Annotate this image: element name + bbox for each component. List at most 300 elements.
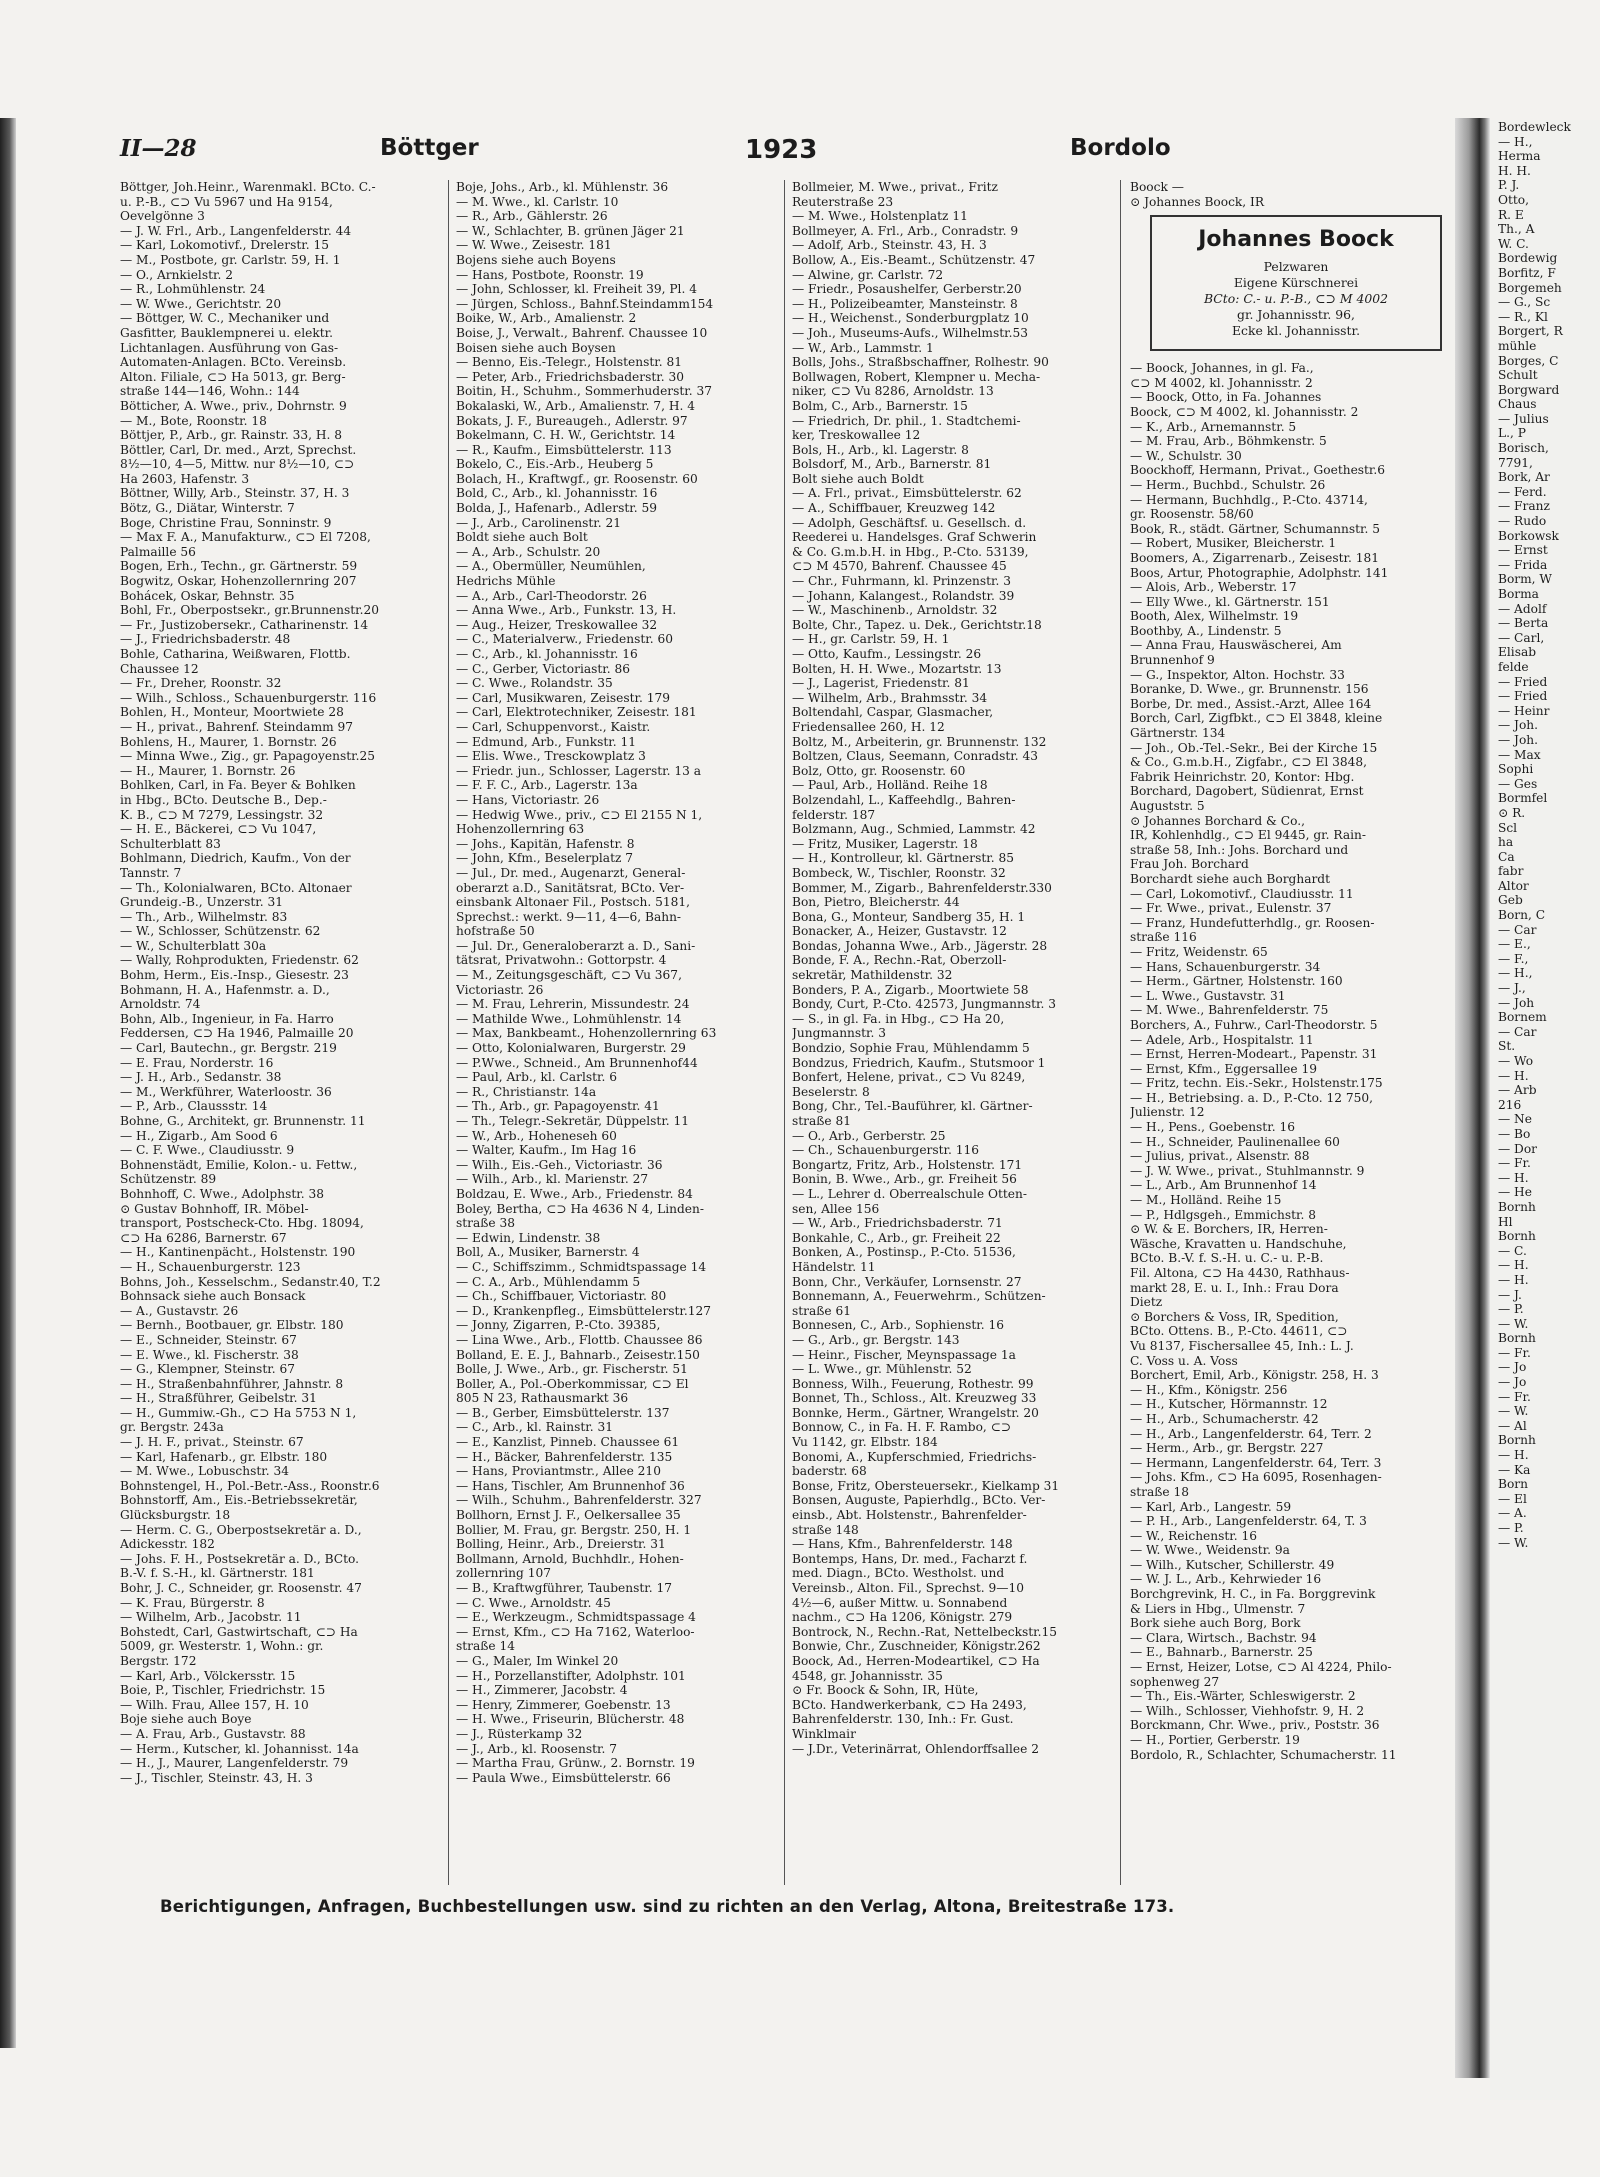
directory-entry: — Th., Kolonialwaren, BCto. Altonaer	[120, 880, 352, 895]
directory-entry: — Carl, Lokomotivf., Claudiusstr. 11	[1130, 886, 1354, 901]
directory-entry: — Joh.	[1498, 718, 1539, 733]
column-divider	[1120, 180, 1121, 1885]
directory-entry: Bonomi, A., Kupferschmied, Friedrichs-	[792, 1449, 1037, 1464]
directory-entry: — Aug., Heizer, Treskowallee 32	[456, 617, 658, 632]
directory-entry: — Wilh., Arb., kl. Marienstr. 27	[456, 1172, 649, 1187]
directory-entry: — B., Kraftwgführer, Taubenstr. 17	[456, 1581, 673, 1595]
directory-entry: — H. Wwe., Friseurin, Blücherstr. 48	[456, 1712, 685, 1727]
directory-entry: — Franz, Hundefutterhdlg., gr. Roosen-	[1130, 915, 1375, 930]
directory-entry: Boock —	[1130, 180, 1184, 194]
directory-entry: BCto. Handwerkerbank, ⊂⊃ Ha 2493,	[792, 1697, 1027, 1712]
directory-entry: — H., Porzellanstifter, Adolphstr. 101	[456, 1668, 686, 1683]
directory-entry: — Carl, Musikwaren, Zeisestr. 179	[456, 690, 671, 705]
directory-entry: ⊙ Borchers & Voss, IR, Spedition,	[1130, 1309, 1339, 1324]
directory-entry: — E. Wwe., kl. Fischerstr. 38	[120, 1347, 299, 1362]
directory-entry: — Adolph, Geschäftsf. u. Gesellsch. d.	[792, 515, 1027, 530]
directory-entry: R. E	[1498, 207, 1524, 222]
directory-entry: felderstr. 187	[792, 807, 876, 822]
directory-entry: 7791,	[1498, 455, 1533, 470]
directory-entry: Bordewig	[1498, 251, 1558, 266]
directory-entry: Bong, Chr., Tel.-Bauführer, kl. Gärtner-	[792, 1099, 1033, 1114]
directory-entry: Bollmeyer, A. Frl., Arb., Conradstr. 9	[792, 223, 1019, 238]
directory-entry: & Co. G.m.b.H. in Hbg., P.-Cto. 53139,	[792, 544, 1029, 559]
ad-line: BCto: C.- u. P.-B., ⊂⊃ M 4002	[1203, 291, 1389, 307]
directory-entry: — Hermann, Langenfelderstr. 64, Terr. 3	[1130, 1455, 1382, 1470]
directory-entry: — Ernst, Kfm., ⊂⊃ Ha 7162, Waterloo-	[456, 1624, 695, 1639]
directory-entry: Julienstr. 12	[1130, 1105, 1205, 1120]
directory-entry: — Fr.	[1498, 1345, 1531, 1360]
directory-entry: Boltzen, Claus, Seemann, Conradstr. 43	[792, 749, 1039, 764]
directory-entry: — Paul, Arb., kl. Carlstr. 6	[456, 1070, 618, 1085]
ad-line: Pelzwaren	[1263, 259, 1329, 275]
directory-entry: Scl	[1498, 820, 1518, 835]
directory-entry: Boje siehe auch Boye	[120, 1712, 252, 1727]
first-entry-name: Böttger	[380, 135, 479, 161]
directory-entry: — H.,	[1498, 966, 1533, 981]
directory-entry: Boller, A., Pol.-Oberkommissar, ⊂⊃ El	[456, 1376, 689, 1391]
directory-entry: — Th., Arb., Wilhelmstr. 83	[120, 909, 288, 924]
directory-entry: Auguststr. 5	[1130, 799, 1205, 813]
directory-entry: — Jul., Dr. med., Augenarzt, General-	[456, 865, 686, 880]
directory-entry: Bokalaski, W., Arb., Amalienstr. 7, H. 4	[456, 398, 695, 413]
advertisement-box	[1150, 215, 1442, 351]
directory-entry: Bolland, E. E. J., Bahnarb., Zeisestr.150	[456, 1347, 700, 1362]
directory-entry: — W., Schlachter, B. grünen Jäger 21	[456, 223, 685, 238]
directory-entry: — Jo	[1498, 1360, 1527, 1375]
directory-entry: — W., Arb., Hoheneseh 60	[456, 1128, 617, 1143]
directory-entry: Winklmair	[792, 1726, 856, 1741]
directory-entry: Jungmannstr. 3	[792, 1026, 887, 1041]
directory-entry: — Th., Telegr.-Sekretär, Düppelstr. 11	[456, 1114, 690, 1128]
directory-entry: — M. Wwe., Bahrenfelderstr. 75	[1130, 1003, 1329, 1018]
directory-entry: — Karl, Hafenarb., gr. Elbstr. 180	[120, 1449, 328, 1464]
directory-entry: — J. W. Frl., Arb., Langenfelderstr. 44	[120, 223, 352, 238]
directory-entry: — Carl, Schuppenvorst., Kaistr.	[456, 719, 651, 734]
directory-entry: Borges, C	[1498, 353, 1559, 368]
directory-entry: — J., Rüsterkamp 32	[456, 1726, 583, 1741]
directory-entry: Bornh	[1498, 1331, 1536, 1346]
directory-entry: — M. Wwe., Holstenplatz 11	[792, 209, 968, 224]
directory-entry: — H.	[1498, 1258, 1529, 1273]
directory-entry: — Jonny, Zigarren, P.-Cto. 39385,	[456, 1318, 661, 1333]
directory-entry: Borm, W	[1498, 572, 1552, 587]
directory-entry: Bornh	[1498, 1199, 1536, 1214]
directory-entry: — Wally, Rohprodukten, Friedenstr. 62	[120, 953, 359, 968]
directory-entry: — E., Kanzlist, Pinneb. Chaussee 61	[456, 1435, 680, 1450]
directory-entry: Bommer, M., Zigarb., Bahrenfelderstr.330	[792, 880, 1052, 895]
directory-entry: — C., Gerber, Victoriastr. 86	[456, 661, 631, 676]
directory-entry: fabr	[1498, 864, 1524, 879]
directory-entry: — Herm., Gärtner, Holstenstr. 160	[1130, 974, 1343, 989]
directory-entry: — Adolf, Arb., Steinstr. 43, H. 3	[792, 238, 987, 253]
directory-entry: — Walter, Kaufm., Im Hag 16	[456, 1143, 637, 1158]
directory-entry: — M., Postbote, gr. Carlstr. 59, H. 1	[120, 252, 341, 267]
directory-entry: — Johann, Kalangest., Rolandstr. 39	[792, 588, 1015, 603]
directory-entry: — Frida	[1498, 557, 1548, 572]
directory-entry: Bonsen, Auguste, Papierhdlg., BCto. Ver-	[792, 1493, 1046, 1508]
directory-entry: — G., Sc	[1498, 295, 1551, 310]
directory-entry: — C., Schiffszimm., Schmidtspassage 14	[456, 1259, 707, 1274]
directory-entry: Boock, Ad., Herren-Modeartikel, ⊂⊃ Ha	[792, 1653, 1040, 1668]
directory-entry: — Wilh., Schuhm., Bahrenfelderstr. 327	[456, 1493, 702, 1508]
directory-entry: niker, ⊂⊃ Vu 8286, Arnoldstr. 13	[792, 384, 994, 399]
directory-entry: — Carl, Bautechn., gr. Bergstr. 219	[120, 1041, 337, 1056]
directory-entry: Tannstr. 7	[120, 865, 182, 880]
directory-entry: Wäsche, Kravatten u. Handschuhe,	[1130, 1236, 1347, 1251]
directory-entry: Boltz, M., Arbeiterin, gr. Brunnenstr. 132	[792, 734, 1047, 749]
directory-entry: C. Voss u. A. Voss	[1130, 1353, 1238, 1368]
directory-entry: 5009, gr. Westerstr. 1, Wohn.: gr.	[120, 1639, 324, 1654]
directory-entry: — Fr.	[1498, 1156, 1531, 1171]
directory-entry: Chaus	[1498, 397, 1537, 412]
directory-entry: einsbank Altonaer Fil., Postsch. 5181,	[456, 895, 690, 910]
directory-entry: — L. Wwe., Gustavstr. 31	[1130, 988, 1286, 1003]
directory-entry: Hedrichs Mühle	[456, 574, 556, 589]
directory-entry: sophenweg 27	[1130, 1674, 1220, 1689]
directory-entry: Bolte, Chr., Tapez. u. Dek., Gerichtstr.18	[792, 617, 1042, 632]
directory-entry: Bötz, G., Diätar, Winterstr. 7	[120, 501, 295, 516]
directory-entry: straße 144—146, Wohn.: 144	[120, 384, 300, 399]
directory-entry: — Benno, Eis.-Telegr., Holstenstr. 81	[456, 355, 683, 370]
directory-entry: — M., Zeitungsgeschäft, ⊂⊃ Vu 367,	[456, 968, 682, 983]
directory-entry: Borbe, Dr. med., Assist.-Arzt, Allee 164	[1130, 696, 1372, 711]
directory-entry: Boldzau, E. Wwe., Arb., Friedenstr. 84	[456, 1186, 693, 1201]
directory-entry: Otto,	[1498, 192, 1529, 207]
directory-entry: Bork siehe auch Borg, Bork	[1130, 1616, 1301, 1631]
directory-entry: Bornh	[1498, 1433, 1536, 1448]
adjacent-page	[1490, 120, 1600, 2100]
directory-entry: — E., Schneider, Steinstr. 67	[120, 1332, 297, 1347]
directory-entry: — H., Kontrolleur, kl. Gärtnerstr. 85	[792, 851, 1014, 866]
directory-entry: — Carl, Elektrotechniker, Zeisestr. 181	[456, 705, 697, 720]
directory-entry: 4548, gr. Johannisstr. 35	[792, 1668, 943, 1683]
directory-entry: — P., Hdlgsgeh., Emmichstr. 8	[1130, 1207, 1317, 1222]
column-3	[792, 180, 1110, 1890]
directory-entry: — Fr., Dreher, Roonstr. 32	[120, 676, 282, 691]
directory-entry: — H., Bäcker, Bahrenfelderstr. 135	[456, 1449, 673, 1464]
directory-entry: — Johs. F. H., Postsekretär a. D., BCto.	[120, 1551, 360, 1566]
directory-entry: Ca	[1498, 849, 1515, 864]
directory-entry: Bontrock, N., Rechn.-Rat, Nettelbeckstr.15	[792, 1624, 1057, 1639]
directory-entry: — John, Kfm., Beselerplatz 7	[456, 851, 634, 866]
directory-entry: — Elis. Wwe., Tresckowplatz 3	[456, 749, 646, 764]
directory-entry: sen, Allee 156	[792, 1201, 880, 1216]
directory-entry: — G., Inspektor, Alton. Hochstr. 33	[1130, 667, 1345, 682]
directory-entry: — H., Kfm., Königstr. 256	[1130, 1382, 1288, 1397]
directory-entry: Bonn, Chr., Verkäufer, Lornsenstr. 27	[792, 1274, 1022, 1289]
column-4	[1130, 180, 1452, 1890]
directory-entry: — El	[1498, 1491, 1527, 1506]
directory-entry: — Fr. Wwe., privat., Eulenstr. 37	[1130, 901, 1332, 916]
directory-entry: — Wilhelm, Arb., Brahmsstr. 34	[792, 690, 988, 705]
directory-entry: Bokelmann, C. H. W., Gerichtstr. 14	[456, 428, 676, 443]
directory-entry: — Karl, Arb., Völckersstr. 15	[120, 1668, 296, 1683]
directory-entry: — He	[1498, 1185, 1532, 1200]
directory-entry: — H., Straßführer, Geibelstr. 31	[120, 1391, 317, 1406]
directory-entry: Bollhorn, Ernst J. F., Oelkersallee 35	[456, 1508, 681, 1523]
directory-entry: — H., Schneider, Paulinenallee 60	[1130, 1134, 1340, 1149]
directory-entry: & Co., G.m.b.H., Zigfabr., ⊂⊃ El 3848,	[1130, 755, 1368, 770]
directory-entry: — K. Frau, Bürgerstr. 8	[120, 1595, 265, 1610]
directory-entry: — G., Arb., gr. Bergstr. 143	[792, 1332, 960, 1347]
directory-entry: — Wilh., Kutscher, Schillerstr. 49	[1130, 1557, 1335, 1572]
directory-entry: baderstr. 68	[792, 1464, 867, 1479]
directory-entry: in Hbg., BCto. Deutsche B., Dep.-	[120, 792, 327, 807]
directory-entry: — Ges	[1498, 776, 1538, 791]
directory-entry: — Johs. Kfm., ⊂⊃ Ha 6095, Rosenhagen-	[1130, 1470, 1382, 1485]
directory-entry: — O., Arnkielstr. 2	[120, 267, 233, 282]
directory-entry: Bork, Ar	[1498, 470, 1550, 485]
directory-entry: ha	[1498, 835, 1514, 850]
directory-entry: — Böttger, W. C., Mechaniker und	[120, 311, 330, 326]
directory-entry: — P., Arb., Claussstr. 14	[120, 1099, 268, 1114]
directory-entry: — Fried	[1498, 674, 1548, 689]
directory-entry: Bohns, Joh., Kesselschm., Sedanstr.40, T.2	[120, 1274, 381, 1289]
directory-entry: — J. H. F., privat., Steinstr. 67	[120, 1435, 304, 1450]
directory-entry: Borgward	[1498, 382, 1560, 397]
directory-entry: Bergstr. 172	[120, 1653, 197, 1668]
ad-line: gr. Johannisstr. 96,	[1237, 307, 1355, 323]
directory-entry: Booth, Alex, Wilhelmstr. 19	[1130, 609, 1299, 624]
directory-entry: ⊙ W. & E. Borchers, IR, Herren-	[1130, 1222, 1328, 1237]
directory-entry: — Franz	[1498, 499, 1550, 514]
directory-entry: — W., Arb., Lammstr. 1	[792, 340, 934, 355]
directory-entry: — Wilh. Frau, Allee 157, H. 10	[120, 1697, 309, 1712]
directory-entry: — H., Zimmerer, Jacobstr. 4	[456, 1683, 628, 1698]
directory-entry: — Jo	[1498, 1375, 1527, 1390]
directory-entry: Alton. Filiale, ⊂⊃ Ha 5013, gr. Berg-	[120, 369, 346, 384]
directory-entry: ⊙ Gustav Bohnhoff, IR. Möbel-	[120, 1201, 309, 1216]
directory-entry: — Hans, Kfm., Bahrenfelderstr. 148	[792, 1537, 1013, 1552]
directory-entry: — Ernst, Kfm., Eggersallee 19	[1130, 1061, 1317, 1076]
directory-entry: — Anna Wwe., Arb., Funkstr. 13, H.	[456, 603, 677, 618]
directory-entry: — M. Wwe., Lobuschstr. 34	[120, 1464, 289, 1479]
directory-entry: 8½—10, 4—5, Mittw. nur 8½—10, ⊂⊃	[120, 457, 355, 472]
directory-entry: Bohlmann, Diedrich, Kaufm., Von der	[120, 851, 351, 866]
directory-entry: — Karl, Lokomotivf., Drelerstr. 15	[120, 238, 329, 253]
directory-entry: Bolle, J. Wwe., Arb., gr. Fischerstr. 51	[456, 1362, 688, 1377]
directory-entry: — Fr., Justizobersekr., Catharinenstr. 14	[120, 617, 369, 632]
directory-entry: ⊂⊃ M 4570, Bahrenf. Chaussee 45	[792, 559, 1007, 574]
directory-entry: Boike, W., Arb., Amalienstr. 2	[456, 311, 637, 326]
directory-entry: Bohne, G., Architekt, gr. Brunnenstr. 11	[120, 1114, 366, 1128]
directory-entry: — J. H., Arb., Sedanstr. 38	[120, 1070, 282, 1085]
directory-entry: — J.,	[1498, 981, 1526, 996]
directory-entry: Reuterstraße 23	[792, 194, 894, 209]
directory-entry: Boock, ⊂⊃ M 4002, kl. Johannisstr. 2	[1130, 404, 1359, 419]
directory-entry: — Mathilde Wwe., Lohmühlenstr. 14	[456, 1011, 682, 1026]
directory-entry: — H., privat., Bahrenf. Steindamm 97	[120, 719, 354, 734]
directory-entry: Bona, G., Monteur, Sandberg 35, H. 1	[792, 909, 1026, 924]
directory-entry: — M. Frau, Arb., Böhmkenstr. 5	[1130, 434, 1327, 449]
column-1	[120, 180, 438, 1890]
directory-entry: Bohm, Herm., Eis.-Insp., Giesestr. 23	[120, 968, 349, 983]
directory-entry: — J., Friedrichsbaderstr. 48	[120, 632, 291, 647]
directory-entry: Bohmann, H. A., Hafenmstr. a. D.,	[120, 982, 330, 997]
directory-entry: — Julius	[1498, 411, 1549, 426]
directory-entry: Bohstedt, Carl, Gastwirtschaft, ⊂⊃ Ha	[120, 1624, 358, 1639]
directory-entry: Bohnhoff, C. Wwe., Adolphstr. 38	[120, 1186, 324, 1201]
directory-entry: — A., Gustavstr. 26	[120, 1303, 239, 1318]
directory-entry: — Herm. C. G., Oberpostsekretär a. D.,	[120, 1522, 362, 1537]
directory-entry: — Herm., Kutscher, kl. Johannisst. 14a	[120, 1741, 359, 1756]
column-divider	[448, 180, 449, 1885]
directory-entry: — H., Zigarb., Am Sood 6	[120, 1128, 278, 1143]
directory-entry: hofstraße 50	[456, 924, 535, 939]
directory-entry: — J.	[1498, 1287, 1522, 1302]
directory-entry: med. Diagn., BCto. Westholst. und	[792, 1566, 1005, 1581]
directory-entry: — H. E., Bäckerei, ⊂⊃ Vu 1047,	[120, 822, 317, 837]
directory-entry: — H., Betriebsing. a. D., P.-Cto. 12 750,	[1130, 1090, 1373, 1105]
directory-entry: Borckmann, Chr. Wwe., priv., Poststr. 36	[1130, 1718, 1380, 1733]
directory-entry: ⊙ Johannes Borchard & Co.,	[1130, 813, 1305, 828]
directory-entry: Boothby, A., Lindenstr. 5	[1130, 623, 1282, 638]
directory-entry: Böttner, Willy, Arb., Steinstr. 37, H. 3	[120, 486, 350, 501]
directory-entry: Bondy, Curt, P.-Cto. 42573, Jungmannstr. 3	[792, 997, 1056, 1012]
directory-entry: — C., Arb., kl. Johannisstr. 16	[456, 647, 638, 661]
directory-entry: — Adolf	[1498, 601, 1547, 616]
directory-entry: — Heinr., Fischer, Meynspassage 1a	[792, 1347, 1016, 1362]
directory-entry: — W., Schulterblatt 30a	[120, 938, 267, 953]
directory-entry: Friedensallee 260, H. 12	[792, 719, 945, 734]
directory-entry: — O., Arb., Gerberstr. 25	[792, 1128, 946, 1143]
directory-entry: Bornh	[1498, 1229, 1536, 1244]
directory-entry: — P.	[1498, 1521, 1524, 1535]
directory-entry: — M. Wwe., kl. Carlstr. 10	[456, 194, 619, 209]
directory-entry: — H., Weichenst., Sonderburgplatz 10	[792, 311, 1029, 326]
directory-entry: 4½—6, außer Mittw. u. Sonnabend	[792, 1595, 1008, 1610]
directory-entry: — E., Werkzeugm., Schmidtspassage 4	[456, 1610, 696, 1625]
directory-entry: Bondzio, Sophie Frau, Mühlendamm 5	[792, 1041, 1030, 1056]
directory-entry: Boise, J., Verwalt., Bahrenf. Chaussee 10	[456, 325, 708, 340]
directory-entry: — Joh., Ob.-Tel.-Sekr., Bei der Kirche 15	[1130, 740, 1378, 755]
directory-entry: — Bo	[1498, 1126, 1531, 1141]
directory-entry: — H., Pens., Goebenstr. 16	[1130, 1120, 1295, 1135]
directory-entry: Borchardt siehe auch Borghardt	[1130, 871, 1330, 886]
directory-entry: — J., Arb., Carolinenstr. 21	[456, 515, 622, 530]
directory-entry: — H.	[1498, 1448, 1529, 1463]
directory-entry: P. J.	[1498, 178, 1520, 193]
directory-entry: Bombeck, W., Tischler, Roonstr. 32	[792, 865, 1006, 880]
directory-entry: Bolzendahl, L., Kaffeehdlg., Bahren-	[792, 792, 1016, 807]
directory-entry: — Johs., Kapitän, Hafenstr. 8	[456, 836, 635, 851]
directory-entry: Grundeig.-B., Unzerstr. 31	[120, 895, 284, 910]
directory-entry: — A., Obermüller, Neumühlen,	[456, 559, 646, 574]
column-4-rest	[1130, 361, 1452, 1762]
directory-entry: — Jul. Dr., Generaloberarzt a. D., Sani-	[456, 938, 696, 953]
directory-entry: — G., Klempner, Steinstr. 67	[120, 1362, 295, 1377]
directory-entry: Sophi	[1498, 762, 1534, 777]
directory-entry: — H., Kantinenpächt., Holstenstr. 190	[120, 1245, 356, 1260]
directory-entry: Bondas, Johanna Wwe., Arb., Jägerstr. 28	[792, 938, 1048, 953]
directory-entry: — A., Arb., Schulstr. 20	[456, 544, 601, 559]
directory-entry: gr. Roosenstr. 58/60	[1130, 507, 1254, 522]
directory-entry: einsb., Abt. Holstenstr., Bahrenfelder-	[792, 1508, 1027, 1523]
directory-entry: — H., Polizeibeamter, Mansteinstr. 8	[792, 296, 1018, 311]
directory-entry: — P.	[1498, 1302, 1524, 1317]
directory-entry: Bolling, Heinr., Arb., Dreierstr. 31	[456, 1537, 666, 1552]
directory-entry: — Ka	[1498, 1462, 1531, 1477]
directory-entry: Oevelgönne 3	[120, 209, 205, 224]
directory-entry: Vu 8137, Fischersallee 45, Inh.: L. J.	[1130, 1338, 1354, 1353]
directory-entry: — Julius, privat., Alsenstr. 88	[1130, 1149, 1310, 1164]
directory-entry: — Edmund, Arb., Funkstr. 11	[456, 734, 637, 749]
directory-entry: Bohnstorff, Am., Eis.-Betriebssekretär,	[120, 1493, 358, 1508]
directory-entry: IR, Kohlenhdlg., ⊂⊃ El 9445, gr. Rain-	[1130, 828, 1366, 843]
column-4-top	[1130, 180, 1452, 209]
directory-entry: Bolz, Otto, gr. Roosenstr. 60	[792, 763, 966, 778]
directory-entry: — Hans, Proviantmstr., Allee 210	[456, 1464, 661, 1479]
directory-entry: 805 N 23, Rathausmarkt 36	[456, 1391, 629, 1406]
directory-entry: — Hans, Tischler, Am Brunnenhof 36	[456, 1478, 685, 1493]
directory-entry: Boll, A., Musiker, Barnerstr. 4	[456, 1245, 640, 1260]
ad-line: Ecke kl. Johannisstr.	[1231, 323, 1361, 339]
directory-entry: — S., in gl. Fa. in Hbg., ⊂⊃ Ha 20,	[792, 1011, 1005, 1026]
directory-entry: Bonnemann, A., Feuerwehrm., Schützen-	[792, 1289, 1046, 1304]
directory-entry: — E. Frau, Norderstr. 16	[120, 1055, 274, 1070]
directory-entry: Bollwagen, Robert, Klempner u. Mecha-	[792, 369, 1041, 384]
directory-entry: straße 58, Inh.: Johs. Borchard und	[1130, 842, 1349, 857]
directory-entry: straße 14	[456, 1639, 515, 1654]
directory-entry: — K., Arb., Arnemannstr. 5	[1130, 419, 1297, 434]
directory-entry: Bonken, A., Postinsp., P.-Cto. 51536,	[792, 1245, 1016, 1260]
directory-entry: — W., Arb., Friedrichsbaderstr. 71	[792, 1216, 1003, 1231]
directory-entry: Bokats, J. F., Bureaugeh., Adlerstr. 97	[456, 413, 688, 428]
directory-entry: Bonde, F. A., Rechn.-Rat, Oberzoll-	[792, 953, 1007, 968]
directory-entry: Geb	[1498, 893, 1523, 908]
directory-entry: — H., Kutscher, Hörmannstr. 12	[1130, 1397, 1328, 1412]
directory-entry: Frau Joh. Borchard	[1130, 857, 1249, 872]
directory-entry: — Paula Wwe., Eimsbüttelerstr. 66	[456, 1770, 671, 1785]
directory-entry: — A., Schiffbauer, Kreuzweg 142	[792, 501, 996, 516]
directory-entry: L., P	[1498, 426, 1526, 441]
directory-entry: — Martha Frau, Grünw., 2. Bornstr. 19	[456, 1756, 695, 1771]
directory-entry: Elisab	[1498, 645, 1537, 660]
directory-entry: ker, Treskowallee 12	[792, 428, 921, 443]
directory-entry: Hl	[1498, 1214, 1513, 1229]
directory-entry: Boranke, D. Wwe., gr. Brunnenstr. 156	[1130, 682, 1369, 697]
directory-entry: — Hans, Postbote, Roonstr. 19	[456, 267, 644, 282]
directory-entry: — Hedwig Wwe., priv., ⊂⊃ El 2155 N 1,	[456, 807, 703, 822]
directory-entry: felde	[1498, 659, 1529, 674]
directory-entry: Bold, C., Arb., kl. Johannisstr. 16	[456, 486, 658, 501]
directory-entry: Bonnesen, C., Arb., Sophienstr. 16	[792, 1318, 1005, 1333]
directory-entry: Gärtnerstr. 134	[1130, 726, 1226, 741]
directory-entry: — Wilhelm, Arb., Jacobstr. 11	[120, 1610, 302, 1625]
directory-entry: Bonnet, Th., Schloss., Alt. Kreuzweg 33	[792, 1391, 1037, 1406]
directory-entry: Borma	[1498, 587, 1539, 601]
directory-entry: — B., Gerber, Eimsbüttelerstr. 137	[456, 1405, 670, 1420]
directory-entry: — L. Wwe., gr. Mühlenstr. 52	[792, 1362, 972, 1377]
directory-entry: — Hermann, Buchhdlg., P.-Cto. 43714,	[1130, 492, 1368, 507]
directory-entry: — Robert, Musiker, Bleicherstr. 1	[1130, 536, 1337, 551]
directory-entry: transport, Postscheck-Cto. Hbg. 18094,	[120, 1216, 364, 1231]
directory-entry: Bolda, J., Hafenarb., Adlerstr. 59	[456, 501, 657, 516]
directory-entry: Th., A	[1498, 222, 1535, 237]
directory-entry: straße 116	[1130, 930, 1197, 945]
directory-entry: — F. F. C., Arb., Lagerstr. 13a	[456, 778, 638, 793]
directory-entry: — Elly Wwe., kl. Gärtnerstr. 151	[1130, 594, 1330, 609]
directory-entry: — G., Maler, Im Winkel 20	[456, 1653, 619, 1668]
directory-entry: — Paul, Arb., Holländ. Reihe 18	[792, 778, 988, 793]
directory-entry: Gasfitter, Bauklempnerei u. elektr.	[120, 325, 333, 340]
directory-entry: — H., Maurer, 1. Bornstr. 26	[120, 763, 296, 778]
book-gutter	[1455, 118, 1490, 2078]
directory-entry: Bontemps, Hans, Dr. med., Facharzt f.	[792, 1551, 1028, 1566]
directory-entry: — A. Frl., privat., Eimsbüttelerstr. 62	[792, 486, 1022, 501]
directory-entry: Vereinsb., Alton. Fil., Sprechst. 9—10	[792, 1581, 1024, 1595]
directory-entry: Borchard, Dagobert, Südienrat, Ernst	[1130, 784, 1364, 799]
